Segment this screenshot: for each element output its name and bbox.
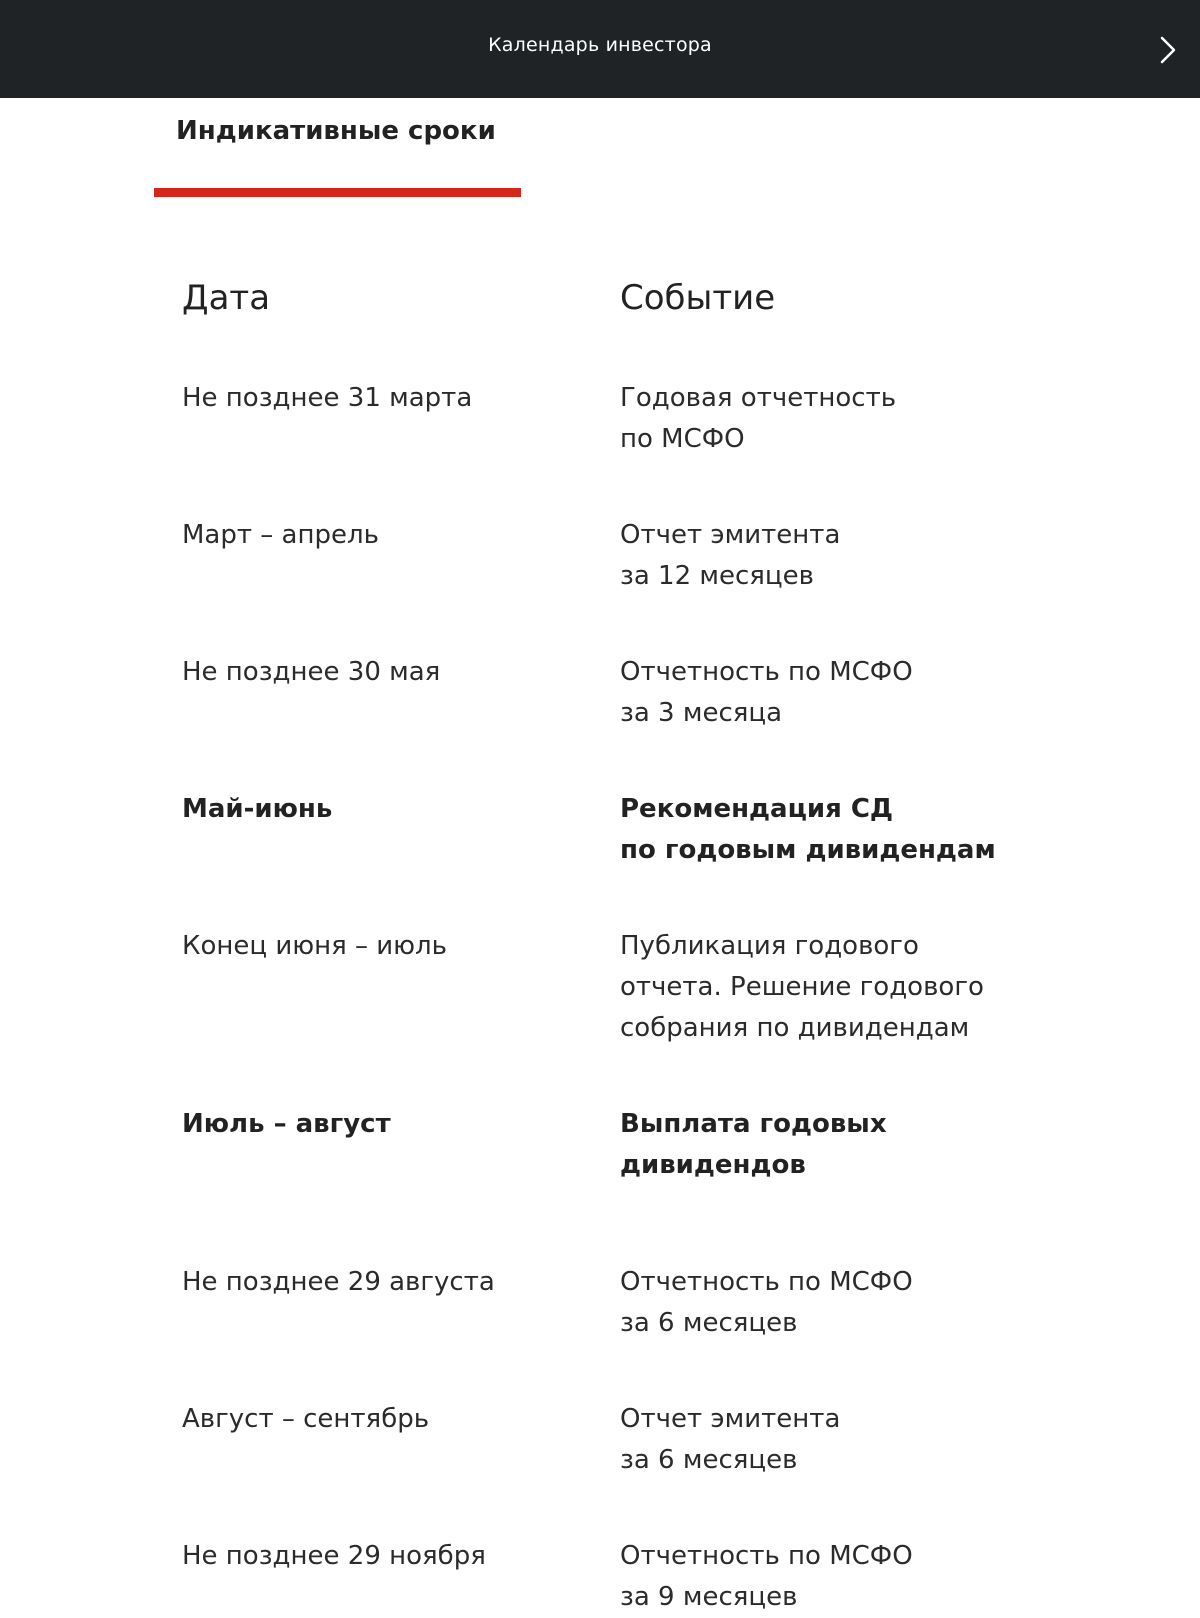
row-date: Не позднее 31 марта (182, 383, 473, 413)
row-date: Конец июня – июль (182, 931, 448, 961)
row-event: Отчет эмитента за 12 месяцев (620, 520, 841, 591)
row-date: Март – апрель (182, 520, 379, 550)
row-date: Август – сентябрь (182, 1404, 430, 1434)
top-bar (0, 0, 1200, 98)
chevron-right-icon (1159, 35, 1177, 65)
page-title: Календарь инвестора (488, 34, 712, 56)
next-button[interactable] (1150, 30, 1186, 70)
row-event: Отчетность по МСФО за 6 месяцев (620, 1267, 913, 1338)
row-event: Публикация годового отчета. Решение годового собрания по дивидендам (620, 931, 984, 1043)
row-event: Отчетность по МСФО за 3 месяца (620, 657, 913, 728)
row-event: Отчет эмитента за 6 месяцев (620, 1404, 841, 1475)
row-date: Не позднее 29 ноября (182, 1541, 486, 1571)
tab-label: Индикативные сроки (176, 116, 496, 146)
row-date: Июль – август (182, 1109, 391, 1139)
active-tab-indicator (154, 188, 521, 197)
row-event: Годовая отчетность по МСФО (620, 383, 897, 454)
row-date: Не позднее 30 мая (182, 657, 441, 687)
row-event: Рекомендация СД по годовым дивидендам (620, 794, 996, 865)
row-date: Май-июнь (182, 794, 333, 824)
row-date: Не позднее 29 августа (182, 1267, 495, 1297)
column-header-event: Событие (620, 278, 776, 318)
tab-indicative-terms[interactable] (154, 98, 521, 197)
row-event: Выплата годовых дивидендов (620, 1109, 887, 1180)
column-header-date: Дата (182, 278, 271, 318)
row-event: Отчетность по МСФО за 9 месяцев (620, 1541, 913, 1612)
